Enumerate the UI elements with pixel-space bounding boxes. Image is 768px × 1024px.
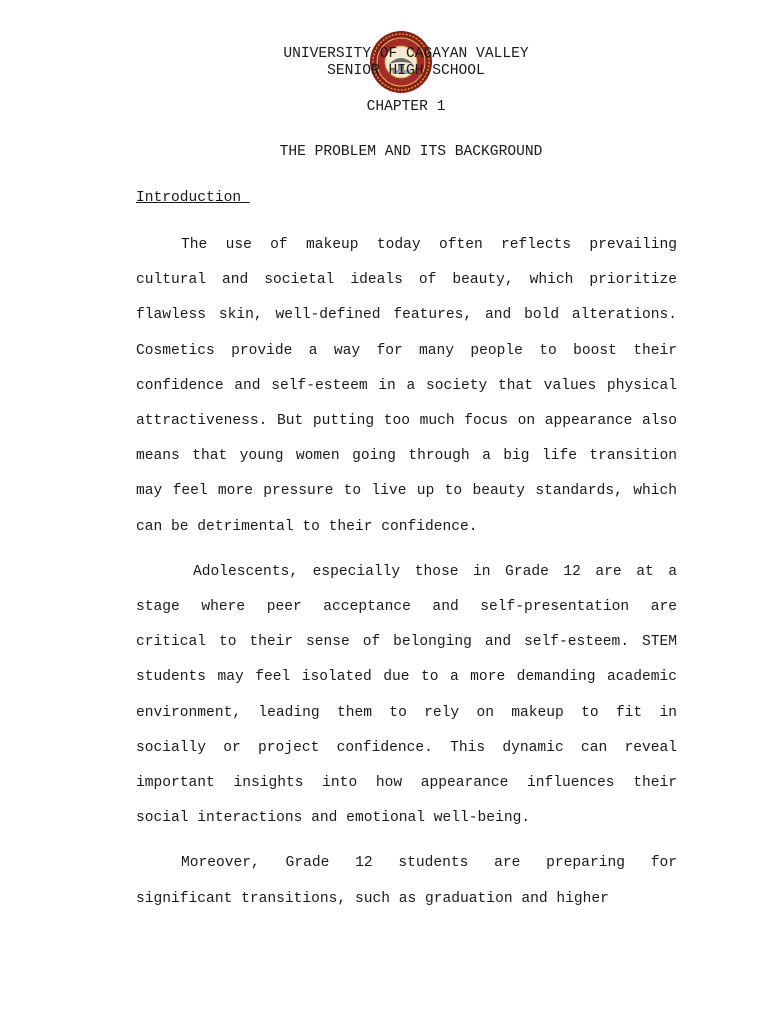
section-heading: Introduction bbox=[136, 190, 250, 206]
chapter-title: THE PROBLEM AND ITS BACKGROUND bbox=[279, 144, 543, 160]
institution-name: UNIVERSITY OF CAGAYAN VALLEY bbox=[283, 46, 529, 62]
paragraph: The use of makeup today often reflects prevailing cultural and societal ideals of beauty, which prioritize flawless skin, well-defined features, and bold alterations. Cosmetics provide a way for many people to boost their confidence and self-esteem in a society that values physical attractiveness. But putting too much focus on appearance also means that young women going through a big life transition may feel more pressure to live up to beauty standards, which can be detrimental to their confidence. bbox=[136, 237, 677, 535]
school-name: SENIOR HIGH SCHOOL bbox=[327, 63, 485, 79]
paragraph: Moreover, Grade 12 students are preparing for significant transitions, such as graduation and higher bbox=[136, 855, 677, 907]
body-text bbox=[136, 228, 677, 927]
chapter-heading: CHAPTER 1 bbox=[366, 99, 446, 115]
paragraph: Adolescents, especially those in Grade 12 are at a stage where peer acceptance and self-presentation are critical to their sense of belonging and self-esteem. STEM students may feel isolated due to a more demanding academic environment, leading them to rely on makeup to fit in socially or project confidence. This dynamic can reveal important insights into how appearance influences their social interactions and emotional well-being. bbox=[136, 563, 677, 827]
